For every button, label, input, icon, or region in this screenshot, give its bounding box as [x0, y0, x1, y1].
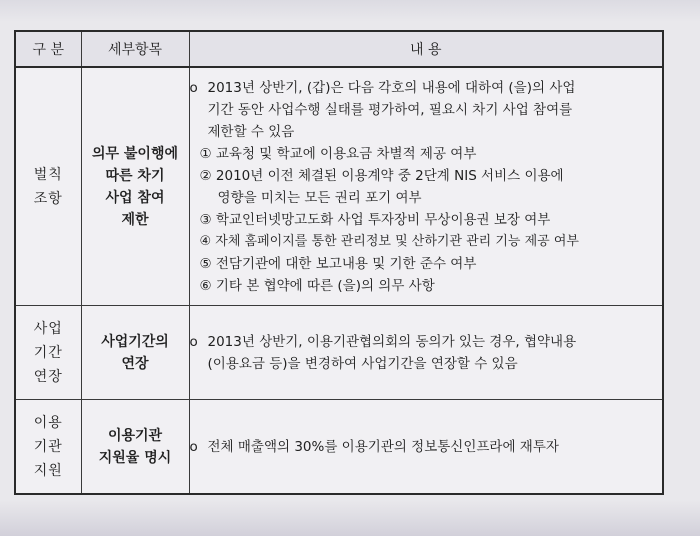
- subitem-cell: [81, 400, 189, 494]
- subitem-line: 사업기간의: [101, 333, 169, 350]
- list-item: [190, 209, 663, 231]
- content-cell: [189, 400, 663, 494]
- subitem-line: 지원율 명시: [98, 449, 172, 466]
- regulation-table: [14, 30, 664, 495]
- category-cell: [15, 400, 81, 494]
- bullet-mark: o: [189, 333, 198, 350]
- category-line: 기관: [33, 438, 63, 455]
- item-line: ② 2010년 이전 체결된 이용계약 중 2단계 NIS 서비스 이용에: [199, 167, 564, 184]
- subitem-line: 의무 불이행에: [91, 145, 179, 162]
- header-content: 내 용: [189, 31, 663, 67]
- intro-line: 전체 매출액의 30%를 이용기관의 정보통신인프라에 재투자: [207, 438, 559, 455]
- scan-edge-bottom: [0, 500, 700, 536]
- list-item: [190, 165, 663, 209]
- item-line: ⑤ 전담기관에 대한 보고내용 및 기한 준수 여부: [199, 255, 477, 272]
- subitem-line: 사업 참여: [105, 189, 165, 206]
- category-cell: [15, 306, 81, 400]
- subitem-line: 따른 차기: [105, 167, 165, 184]
- item-line: ⑥ 기타 본 협약에 따른 (을)의 의무 사항: [199, 277, 435, 294]
- subitem-cell: [81, 306, 189, 400]
- list-item: [190, 253, 663, 275]
- intro-line: 제한할 수 있음: [207, 123, 295, 140]
- list-item: [190, 231, 663, 253]
- intro-line: 2013년 상반기, (갑)은 다음 각호의 내용에 대하여 (을)의 사업: [207, 79, 576, 96]
- content-cell: [189, 306, 663, 400]
- item-line: ③ 학교인터넷망고도화 사업 투자장비 무상이용권 보장 여부: [199, 211, 551, 228]
- bullet-mark: o: [189, 79, 198, 96]
- subitem-cell: [81, 67, 189, 306]
- intro-line: 기간 동안 사업수행 실태를 평가하여, 필요시 차기 사업 참여를: [207, 101, 573, 118]
- list-item: [190, 275, 663, 297]
- category-line: 연장: [33, 368, 63, 385]
- category-line: 기간: [33, 344, 63, 361]
- category-line: 지원: [33, 462, 63, 479]
- item-line: ① 교육청 및 학교에 이용요금 차별적 제공 여부: [199, 145, 477, 162]
- item-line: ④ 자체 홈페이지를 통한 관리정보 및 산하기관 관리 기능 제공 여부: [199, 233, 579, 249]
- header-category: 구 분: [15, 31, 81, 67]
- list-item: [190, 143, 663, 165]
- category-line: 사업: [33, 320, 63, 337]
- header-subitem: 세부항목: [81, 31, 189, 67]
- category-line: 이용: [33, 414, 63, 431]
- intro-line: (이용요금 등)을 변경하여 사업기간을 연장할 수 있음: [207, 355, 518, 372]
- intro-paragraph: [190, 436, 663, 458]
- intro-line: 2013년 상반기, 이용기관협의회의 동의가 있는 경우, 협약내용: [207, 333, 577, 350]
- subitem-line: 제한: [121, 211, 149, 228]
- subitem-line: 연장: [121, 355, 149, 372]
- intro-paragraph: [190, 331, 663, 375]
- intro-paragraph: [190, 77, 663, 143]
- category-cell: [15, 67, 81, 306]
- content-cell: [189, 67, 663, 306]
- table-row-support: [15, 400, 663, 494]
- bullet-mark: o: [189, 438, 198, 455]
- scan-edge-top: [0, 0, 700, 22]
- item-line: 영향을 미치는 모든 권리 포기 여부: [217, 189, 422, 206]
- table-row-extension: [15, 306, 663, 400]
- category-line: 벌칙: [33, 166, 63, 183]
- subitem-line: 이용기관: [107, 427, 163, 444]
- table-header-row: [15, 31, 663, 67]
- table-row-penalty: [15, 67, 663, 306]
- category-line: 조항: [33, 190, 63, 207]
